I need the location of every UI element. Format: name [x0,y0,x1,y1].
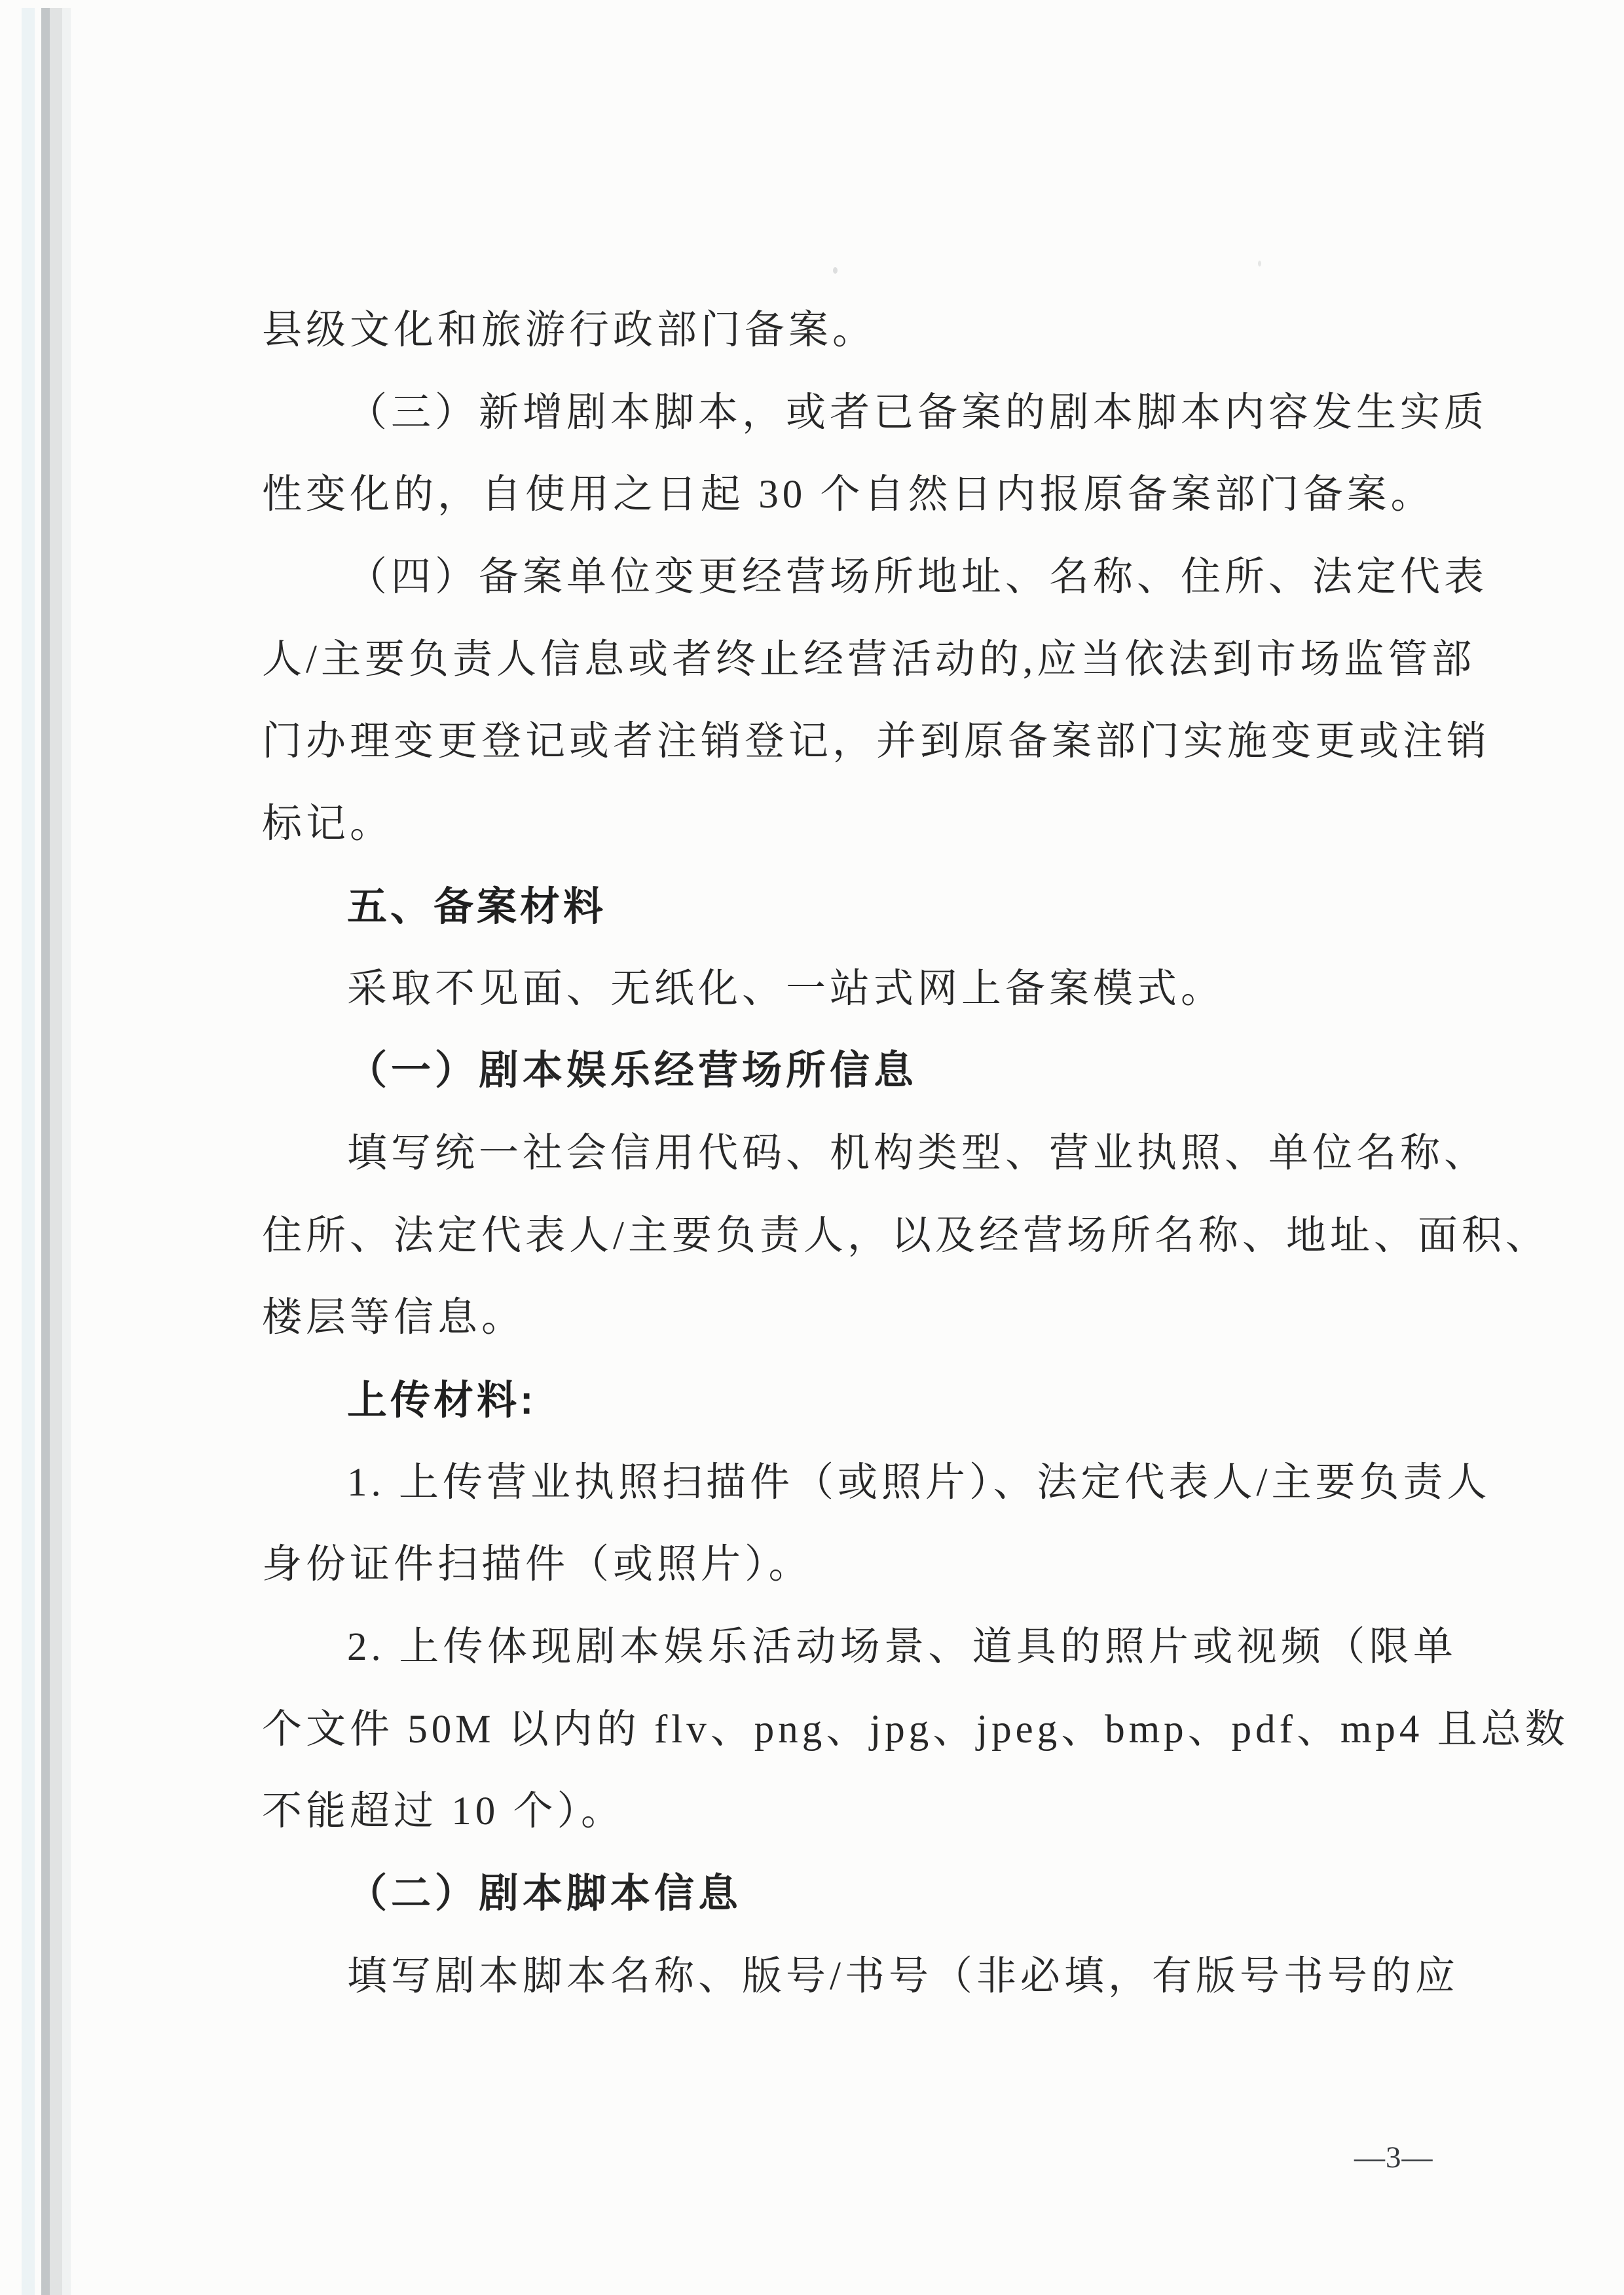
text-line: 门办理变更登记或者注销登记，并到原备案部门实施变更或注销 [262,720,1491,764]
scan-speck [833,267,838,274]
document-body [262,289,1569,2017]
text-line: 2. 上传体现剧本娱乐活动场景、道具的照片或视频（限单 [347,1625,1457,1669]
scan-edge-artifact [50,8,62,2295]
page-number: —3— [1354,2140,1433,2175]
text-line: 填写统一社会信用代码、机构类型、营业执照、单位名称、 [347,1131,1488,1175]
subsection-heading: （二）剧本脚本信息 [347,1872,743,1917]
text-line: 楼层等信息。 [262,1296,526,1340]
text-line: 1. 上传营业执照扫描件（或照片）、法定代表人/主要负责人 [347,1460,1491,1505]
text-line: 采取不见面、无纸化、一站式网上备案模式。 [347,966,1225,1011]
scan-speck [1258,261,1261,266]
scan-edge-artifact [22,8,35,2295]
section-heading: 五、备案材料 [347,883,607,928]
text-line: 身份证件扫描件（或照片）。 [262,1543,813,1587]
text-line: 住所、法定代表人/主要负责人，以及经营场所名称、地址、面积、 [262,1213,1549,1258]
text-line: 人/主要负责人信息或者终止经营活动的,应当依法到市场监管部 [262,637,1476,682]
scan-edge-artifact [62,8,71,2295]
text-line: （四）备案单位变更经营场所地址、名称、住所、法定代表 [347,555,1488,600]
subsection-heading: （一）剧本娱乐经营场所信息 [347,1049,918,1093]
upload-materials-heading: 上传材料: [347,1377,537,1422]
text-line: 填写剧本脚本名称、版号/书号（非必填，有版号书号的应 [347,1954,1459,1998]
text-line: 个文件 50M 以内的 flv、png、jpg、jpeg、bmp、pdf、mp4 且总数 [262,1707,1569,1752]
text-line: 性变化的，自使用之日起 30 个自然日内报原备案部门备案。 [262,473,1435,517]
text-line: 县级文化和旅游行政部门备案。 [262,308,877,352]
text-line: 不能超过 10 个）。 [262,1790,625,1834]
scan-edge-artifact [41,8,50,2295]
text-line: （三）新增剧本脚本，或者已备案的剧本脚本内容发生实质 [347,390,1488,435]
text-line: 标记。 [262,802,394,847]
